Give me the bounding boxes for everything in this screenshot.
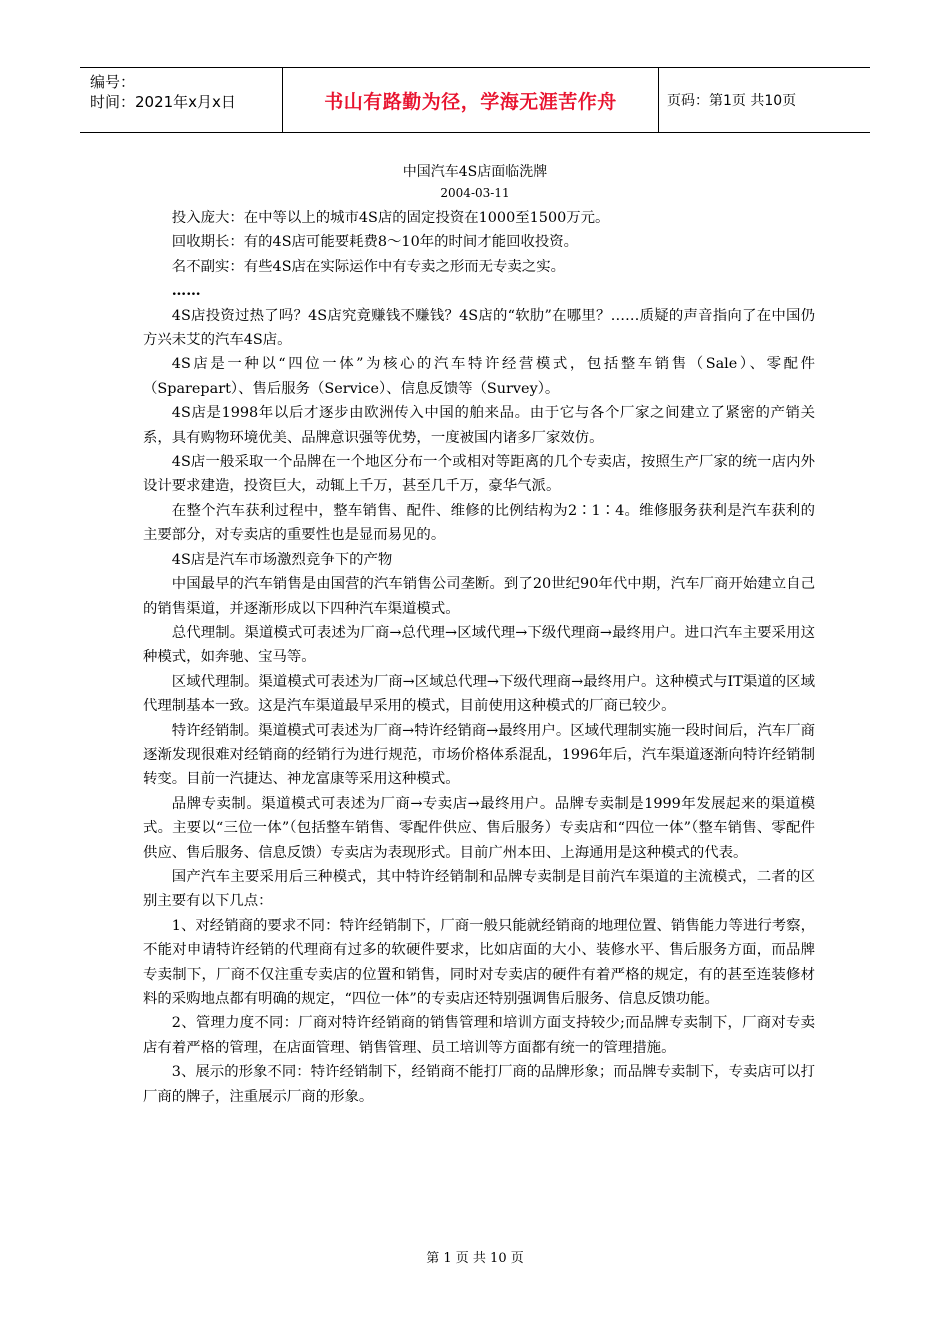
paragraph: 国产汽车主要采用后三种模式，其中特许经销制和品牌专卖制是目前汽车渠道的主流模式，二者的区别主要有以下几点： — [143, 868, 815, 910]
paragraph: 品牌专卖制。渠道模式可表述为厂商→专卖店→最终用户。品牌专卖制是1999年发展起来的渠道模式。主要以“三位一体”（包括整车销售、零配件供应、售后服务）专卖店和“四位一体”（整车销售、零配件供应、售后服务、信息反馈）专卖店为表现形式。目前广州本田、上海通用是这种模式的代表。 — [143, 795, 815, 861]
paragraph: 回收期长：有的4S店可能要耗费8～10年的时间才能回收投资。 — [171, 234, 579, 251]
document-header — [80, 67, 870, 133]
paragraph: 在整个汽车获利过程中，整车销售、配件、维修的比例结构为2∶1∶4。维修服务获利是汽车获利的主要部分，对专卖店的重要性也是显而易见的。 — [143, 502, 815, 544]
document-number-label: 编号： — [90, 73, 136, 91]
article-date: 2004-03-11 — [440, 186, 510, 200]
paragraph: 特许经销制。渠道模式可表述为厂商→特许经销商→最终用户。区域代理制实施一段时间后，汽车厂商逐渐发现很难对经销商的经销行为进行规范，市场价格体系混乱，1996年后，汽车渠道逐渐向特许经销制转变。目前一汽捷达、神龙富康等采用这种模式。 — [143, 722, 815, 788]
paragraph: 总代理制。渠道模式可表述为厂商→总代理→区域代理→下级代理商→最终用户。进口汽车主要采用这种模式，如奔驰、宝马等。 — [143, 624, 815, 666]
header-motto: 书山有路勤为径，学海无涯苦作舟 — [283, 68, 659, 132]
header-meta — [80, 68, 283, 132]
paragraph: 1、对经销商的要求不同：特许经销制下，厂商一般只能就经销商的地理位置、销售能力等进行考察，不能对申请特许经销的代理商有过多的软硬件要求，比如店面的大小、装修水平、售后服务方面，而品牌专卖制下，厂商不仅注重专卖店的位置和销售，同时对专卖店的硬件有着严格的规定，有的甚至连装修材料的采购地点都有明确的规定，“四位一体”的专卖店还特别强调售后服务、信息反馈功能。 — [143, 917, 815, 1007]
paragraph: 4S店一般采取一个品牌在一个地区分布一个或相对等距离的几个专卖店，按照生产厂家的统一店内外设计要求建造，投资巨大，动辄上千万，甚至几千万，豪华气派。 — [143, 454, 815, 495]
section-heading: 4S店是汽车市场激烈竞争下的产物 — [171, 551, 393, 568]
document-time-label: 时间：2021年x月x日 — [90, 93, 236, 111]
page-footer: 第 1 页 共 10 页 — [426, 1251, 524, 1266]
paragraph: 3、展示的形象不同：特许经销制下，经销商不能打厂商的品牌形象；而品牌专卖制下，专卖店可以打厂商的牌子，注重展示厂商的形象。 — [143, 1064, 815, 1105]
paragraph: 4S店是一种以“四位一体”为核心的汽车特许经营模式，包括整车销售（Sale）、零配件（Sparepart）、售后服务（Service）、信息反馈等（Survey）。 — [143, 356, 815, 397]
paragraph: 名不副实：有些4S店在实际运作中有专卖之形而无专卖之实。 — [171, 258, 565, 275]
article-title: 中国汽车4S店面临洗牌 — [402, 164, 548, 180]
article-body — [143, 206, 815, 1109]
paragraph-ellipsis: …… — [171, 282, 201, 300]
paragraph: 4S店投资过热了吗？4S店究竟赚钱不赚钱？4S店的“软肋”在哪里？……质疑的声音指向了在中国仍方兴未艾的汽车4S店。 — [143, 307, 815, 349]
paragraph: 4S店是1998年以后才逐步由欧洲传入中国的舶来品。由于它与各个厂家之间建立了紧密的产销关系，具有购物环境优美、品牌意识强等优势，一度被国内诸多厂家效仿。 — [143, 405, 815, 446]
paragraph: 投入庞大：在中等以上的城市4S店的固定投资在1000至1500万元。 — [171, 210, 610, 226]
paragraph: 区域代理制。渠道模式可表述为厂商→区域总代理→下级代理商→最终用户。这种模式与IT渠道的区域代理制基本一致。这是汽车渠道最早采用的模式，目前使用这种模式的厂商已较少。 — [143, 673, 815, 715]
header-page-code: 页码：第1页 共10页 — [667, 93, 797, 109]
paragraph: 2、管理力度不同：厂商对特许经销商的销售管理和培训方面支持较少;而品牌专卖制下，厂商对专卖店有着严格的管理，在店面管理、销售管理、员工培训等方面都有统一的管理措施。 — [143, 1015, 815, 1056]
paragraph: 中国最早的汽车销售是由国营的汽车销售公司垄断。到了20世纪90年代中期，汽车厂商开始建立自己的销售渠道，并逐渐形成以下四种汽车渠道模式。 — [143, 576, 815, 617]
